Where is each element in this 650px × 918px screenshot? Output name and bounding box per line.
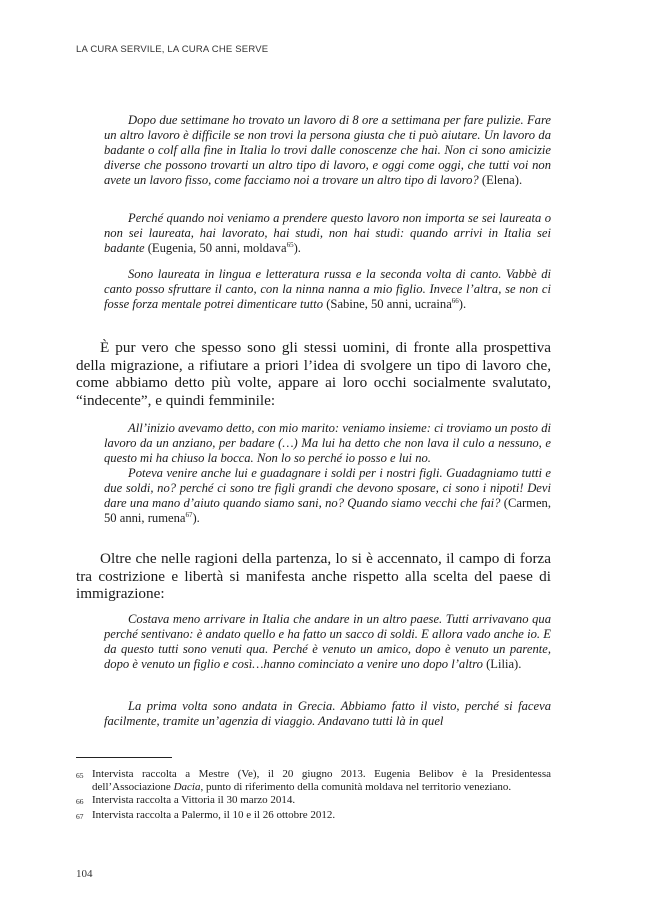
interview-quote-carmen: All’inizio avevamo detto, con mio marito: veniamo insieme: ci troviamo un posto di lavoro da un anziano, per badare (…) Ma lui ha detto che non lava il culo a nessuno, e questo mi ha chiuso la bocca. Non lo so perché io posso e lui no. Poteva venire anche lui e guadagnare i soldi per i nostri figli. Guadagniamo tutti e due soldi, no? perché ci sono tre figli grandi che devono sposare, ci sono i nipoti! Devi dare una mano d’aiuto quando siamo sani, no? Quando siamo vecchi che fai? (Carmen, 50 anni, rumena$^{67}$). [104,421,551,525]
footnote-text: Intervista raccolta a Palermo, il 10 e il 26 ottobre 2012. [92,808,336,821]
quote-attribution: (Sabine, 50 anni, ucraina [323,297,452,311]
quote-attribution: (Lilia). [482,657,522,671]
footnote-number: 65 [76,771,84,780]
quote-attribution: (Eugenia, 50 anni, moldava [144,241,287,255]
footnote-number: 66 [76,797,84,807]
quote-text: All’inizio avevamo detto, con mio marito: veniamo insieme: ci troviamo un posto di lavoro da un anziano, per badare (…) Ma lui ha detto che non lava il culo a nessuno, e questo mi ha chiuso la bocca. Non lo so perché io posso e lui no. [104,421,551,465]
quote-text: Sono laureata in lingua e letteratura russa e la seconda volta di canto. Vabbè di canto posso sfruttare il canto, con la ninna nanna a mio figlio. Invece l’altra, se non ci fosse forza mentale potrei dimenticare tutto [104,267,551,311]
interview-quote-lilia [104,612,551,672]
interview-quote-elena [104,113,551,188]
footnote-ref-66[interactable]: 66 [451,297,459,305]
footnote-ref-65[interactable]: 65 [286,241,294,249]
page-number: 104 [76,868,93,880]
paragraph-text: Oltre che nelle ragioni della partenza, lo si è accennato, il campo di forza tra costrizione e libertà si manifesta anche rispetto alla scelta del paese di immigrazione: [76,550,551,603]
body-paragraph-2 [76,550,551,603]
interview-quote-greece [104,699,551,729]
quote-text: Dopo due settimane ho trovato un lavoro di 8 ore a settimana per fare pulizie. Fare un altro lavoro è difficile se non trovi la persona giusta che ti può aiutare. Un lavoro da badante o colf alla fine in Italia lo trovi dalle conoscenze che hai. Non ci sono amicizie diverse che possono trovarti un altro tipo di lavoro, e oggi come oggi, che tutti voi non avete un lavoro fisso, come facciamo noi a trovare un altro tipo di lavoro? [104,113,551,187]
interview-quote-eugenia: Perché quando noi veniamo a prendere questo lavoro non importa se sei laureata o non sei laureata, hai lavorato, hai studi, non hai studi: quando arrivi in Italia sei badante (Eugenia, 50 anni, moldava$^{65}$). [104,211,551,255]
body-paragraph-1 [76,339,551,409]
footnote-number: 67 [76,811,84,821]
footnote-text: Intervista raccolta a Vittoria il 30 marzo 2014. [92,794,296,807]
footnote-65 [76,768,551,794]
footnote-ref-67[interactable]: 67 [185,511,193,519]
quote-text: Costava meno arrivare in Italia che andare in un altro paese. Tutti arrivavano qua perché sentivano: è andato quello e ha fatto un sacco di soldi. E allora vado anche io. E da questo tutti sono venuti qua. Perché è venuto un amico, dopo è venuto un parente, dopo è venuto un figlio e così…hanno cominciato a venire uno dopo l’altro [104,612,551,671]
interview-quote-sabine: Sono laureata in lingua e letteratura russa e la seconda volta di canto. Vabbè di canto posso sfruttare il canto, con la ninna nanna a mio figlio. Invece l’altra, se non ci fosse forza mentale potrei dimenticare tutto (Sabine, 50 anni, ucraina$^{66}$). [104,267,551,311]
quote-attribution: (Carmen, 50 anni, rumena [104,496,551,525]
footnote-67 [76,809,551,823]
quote-text: Perché quando noi veniamo a prendere questo lavoro non importa se sei laureata o non sei laureata, hai lavorato, hai studi, non hai studi: quando arrivi in Italia sei badante [104,211,551,255]
footnote-66 [76,794,551,808]
footnote-divider [76,757,172,758]
footnote-text: Intervista raccolta a Mestre (Ve), il 20 giugno 2013. Eugenia Belibov è la Presidentessa dell’Associazione Dacia, punto di riferimento della comunità moldava nel territorio veneziano. [92,768,551,794]
paragraph-text: È pur vero che spesso sono gli stessi uomini, di fronte alla prospettiva della migrazione, a rifiutare a priori l’idea di svolgere un tipo di lavoro che, come abbiamo detto più volte, appare ai loro occhi socialmente svalutato, “indecente”, e quindi femminile: [76,339,551,409]
quote-text: La prima volta sono andata in Grecia. Abbiamo fatto il visto, perché si faceva facilmente, tramite un’agenzia di viaggio. Andavano tutti là in quel [104,699,551,728]
quote-text-continued: Poteva venire anche lui e guadagnare i soldi per i nostri figli. Guadagniamo tutti e due soldi, no? perché ci sono tre figli grandi che devono sposare, ci sono i nipoti! Devi dare una mano d’aiuto quando siamo sani, no? Quando siamo vecchi che fai? [104,466,551,510]
quote-attribution: (Elena). [478,173,523,187]
running-header: LA CURA SERVILE, LA CURA CHE SERVE [76,44,269,55]
footnotes [76,768,551,823]
